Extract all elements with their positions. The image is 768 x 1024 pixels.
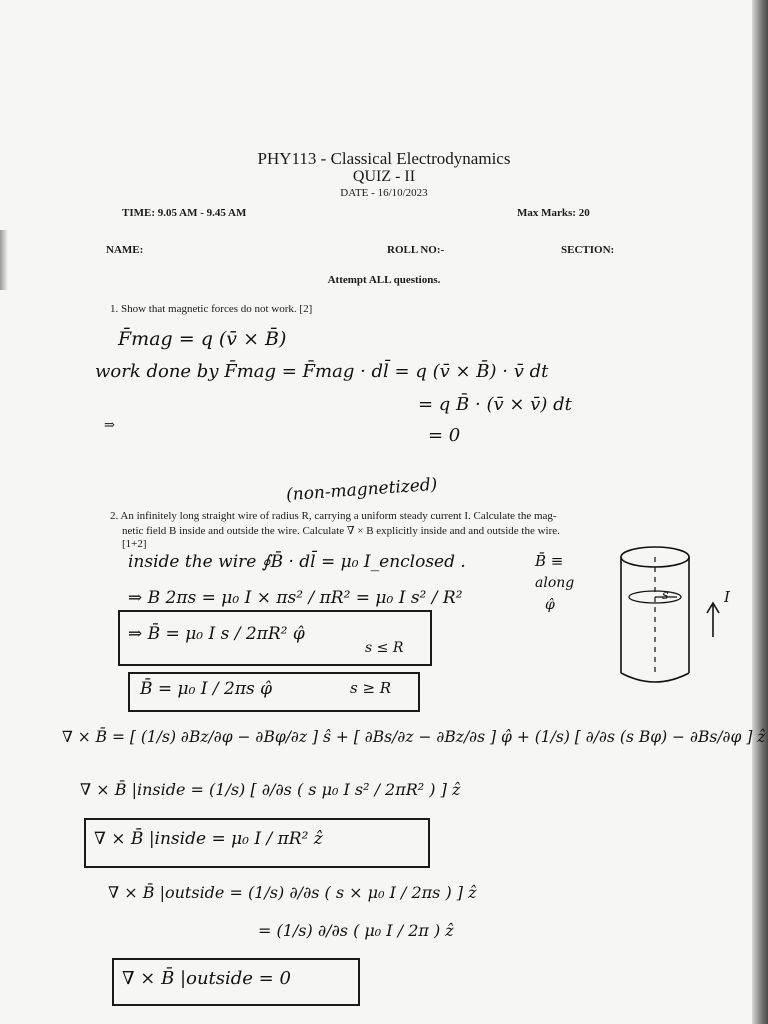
curl-outside-step-1: ∇ × B̄ |outside = (1/s) ∂/∂s ( s × μ₀ I / 2πs ) ] ẑ bbox=[108, 883, 477, 902]
answer1-step: = q B̄ · (v̄ × v̄) dt bbox=[418, 394, 572, 415]
answer2-ampere-law: inside the wire ∮B̄ · dl̄ = μ₀ I_enclosed . bbox=[128, 552, 466, 572]
question-2-line-2: netic field B inside and outside the wire. Calculate ∇ × B explicitly inside and and outside the wire. bbox=[122, 525, 560, 537]
answer1-force: F̄mag = q (v̄ × B̄) bbox=[118, 328, 287, 350]
answer2-insertion: (non-magnetized) bbox=[285, 474, 438, 506]
answer1-result: = 0 bbox=[428, 425, 461, 446]
answer2-direction-note-3: φ̂ bbox=[545, 597, 555, 613]
answer2-direction-note-2: along bbox=[535, 575, 575, 591]
curl-inside-result: ∇ × B̄ |inside = μ₀ I / πR² ẑ bbox=[94, 829, 323, 849]
name-label: NAME: bbox=[106, 244, 144, 256]
b-outside-condition: s ≥ R bbox=[350, 679, 392, 697]
answer1-implies-arrow: ⇒ bbox=[104, 418, 115, 433]
course-title: PHY113 - Classical Electrodynamics bbox=[257, 149, 511, 168]
quiz-title: QUIZ - II bbox=[352, 168, 416, 185]
b-inside-condition: s ≤ R bbox=[365, 640, 404, 656]
max-marks: Max Marks: 20 bbox=[517, 207, 590, 219]
question-2-line-1: 2. An infinitely long straight wire of radius R, carrying a uniform steady current I. Calculate the mag- bbox=[110, 510, 557, 522]
quiz-time: TIME: 9.05 AM - 9.45 AM bbox=[122, 207, 247, 219]
answer2-direction-note-1: B̄ ≡ bbox=[535, 552, 564, 570]
curl-general-formula: ∇ × B̄ = [ (1/s) ∂Bz/∂φ − ∂Bφ/∂z ] ŝ + [ ∂Bs/∂z − ∂Bz/∂s ] φ̂ + (1/s) [ ∂/∂s (s Bφ) − ∂Bs/∂φ ] ẑ bbox=[62, 728, 766, 746]
roll-no-label: ROLL NO:- bbox=[387, 244, 445, 256]
question-1: 1. Show that magnetic forces do not work. [2] bbox=[110, 303, 313, 315]
section-label: SECTION: bbox=[561, 244, 615, 256]
b-outside-formula: B̄ = μ₀ I / 2πs φ̂ bbox=[140, 679, 273, 699]
answer2-ampere-step: ⇒ B 2πs = μ₀ I × πs² / πR² = μ₀ I s² / R² bbox=[128, 588, 463, 608]
instruction-text: Attempt ALL questions. bbox=[327, 274, 441, 286]
curl-outside-result: ∇ × B̄ |outside = 0 bbox=[122, 968, 291, 989]
wire-current-label: I bbox=[724, 588, 730, 606]
b-inside-formula: ⇒ B̄ = μ₀ I s / 2πR² φ̂ bbox=[128, 624, 305, 644]
quiz-date: DATE - 16/10/2023 bbox=[340, 187, 428, 199]
wire-radius-label: s bbox=[662, 588, 669, 603]
question-2-marks: [1+2] bbox=[122, 538, 147, 550]
curl-outside-step-2: = (1/s) ∂/∂s ( μ₀ I / 2π ) ẑ bbox=[258, 921, 454, 940]
wire-cylinder-sketch bbox=[595, 535, 755, 695]
answer1-work: work done by F̄mag = F̄mag · dl̄ = q (v̄ × B̄) · v̄ dt bbox=[95, 361, 549, 382]
curl-inside-step: ∇ × B̄ |inside = (1/s) [ ∂/∂s ( s μ₀ I s² / 2πR² ) ] ẑ bbox=[80, 780, 461, 799]
